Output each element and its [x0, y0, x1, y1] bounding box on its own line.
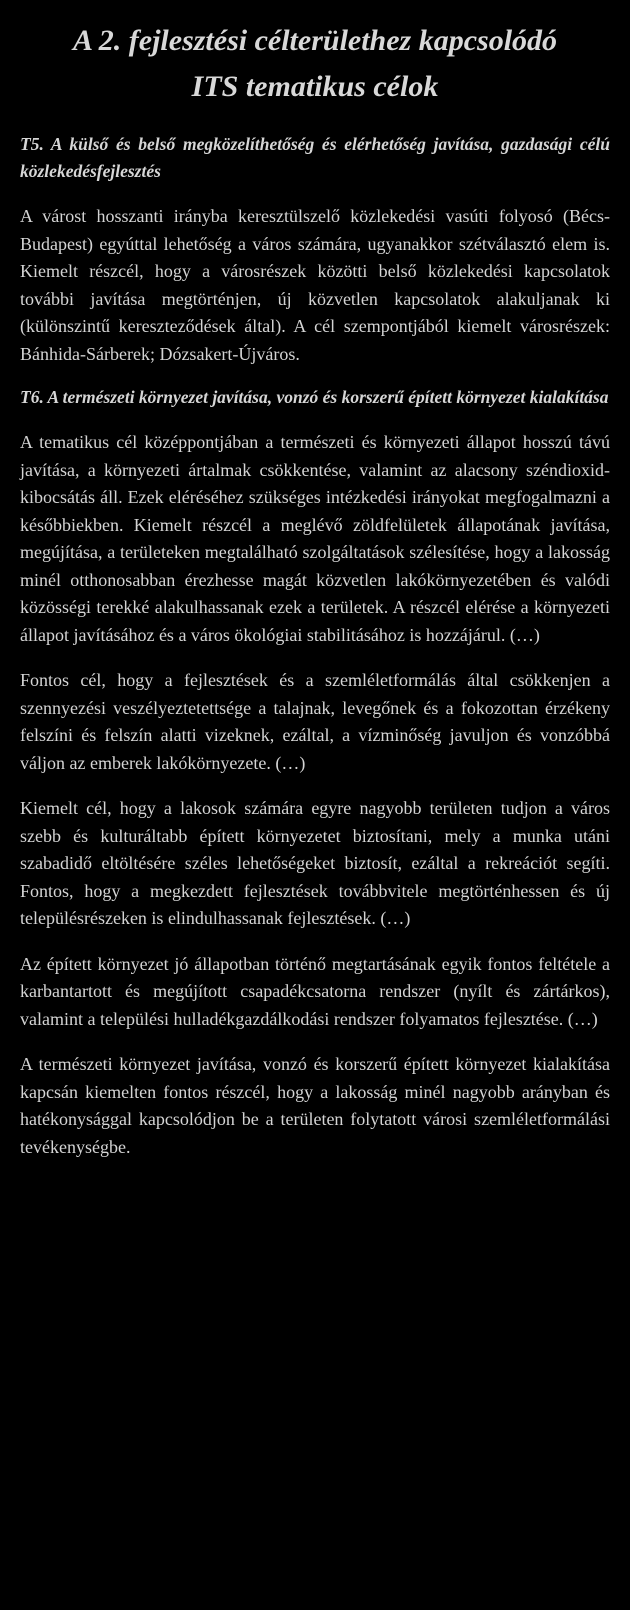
paragraph: A tematikus cél középpontjában a természeti és környezeti állapot hosszú távú javítása, a környezeti ártalmak csökkentése, valamint az alacsony széndioxid-kibocsátás áll. Ezek eléréséhez szükséges intézkedési irányokat megfogalmazni a későbbiekben. Kiemelt részcél a meglévő zöldfelületek állapotának javítása, megújítása, a területeken megtalálható szolgáltatások szélesítése, hogy a lakosság minél otthonosabban érezhesse magát közvetlen lakókörnyezetében és valódi közösségi terekké alakulhassanak ezek a területek. A részcél elérése a környezeti állapot javításához és a város ökológiai stabilitásához is hozzájárul. (…) — [20, 432, 610, 645]
section-t6 — [20, 384, 610, 1161]
paragraph: Az épített környezet jó állapotban történő megtartásának egyik fontos feltétele a karbantartott és megújított csapadékcsatorna rendszer (nyílt és zártárkos), valamint a települési hulladékgazdálkodási rendszer folyamatos fejlesztése. (…) — [20, 953, 610, 1029]
page-title-line-2: ITS tematikus célok — [191, 70, 439, 103]
page-title-line-1: A 2. fejlesztési célterülethez kapcsolódó — [72, 24, 558, 57]
paragraph: Fontos cél, hogy a fejlesztések és a szemléletformálás által csökkenjen a szennyezési veszélyeztetettsége a talajnak, levegőnek és a fokozottan érzékeny felszíni és felszín alatti vizeknek, ezáltal, a vízminőség javuljon és vonzóbbá váljon az emberek lakókörnyezete. (…) — [20, 670, 610, 773]
paragraph: Kiemelt cél, hogy a lakosok számára egyre nagyobb területen tudjon a város szebb és kulturáltabb épített környezetet biztosítani, mely a munka utáni szabadidő eltöltésére széles lehetőségeket biztosít, ezáltal a rekreációt segíti. Fontos, hogy a megkezdett fejlesztések továbbvitele megtörténhessen és új településrészeken is elindulhassanak fejlesztések. (…) — [20, 798, 610, 928]
section-heading-t6: T6. A természeti környezet javítása, vonzó és korszerű épített környezet kialakítása — [20, 387, 609, 407]
section-t5 — [20, 131, 610, 368]
paragraph: A várost hosszanti irányba keresztülszelő közlekedési vasúti folyosó (Bécs-Budapest) egyúttal lehetőség a város számára, ugyanakkor szétválasztó elem is. Kiemelt részcél, hogy a városrészek közötti belső közlekedési kapcsolatok további javítása megtörténjen, új közvetlen kapcsolatok alakuljanak ki (különszintű kereszteződések által). A cél szempontjából kiemelt városrészek: Bánhida-Sárberek; Dózsakert-Újváros. — [20, 206, 610, 364]
page-title — [20, 18, 610, 110]
paragraph: A természeti környezet javítása, vonzó és korszerű épített környezet kialakítása kapcsán kiemelten fontos részcél, hogy a lakosság minél nagyobb arányban és hatékonysággal kapcsolódjon be a területen folytatott városi szemléletformálási tevékenységbe. — [20, 1054, 610, 1157]
section-heading-t5: T5. A külső és belső megközelíthetőség és elérhetőség javítása, gazdasági célú közlekedésfejlesztés — [20, 134, 610, 181]
